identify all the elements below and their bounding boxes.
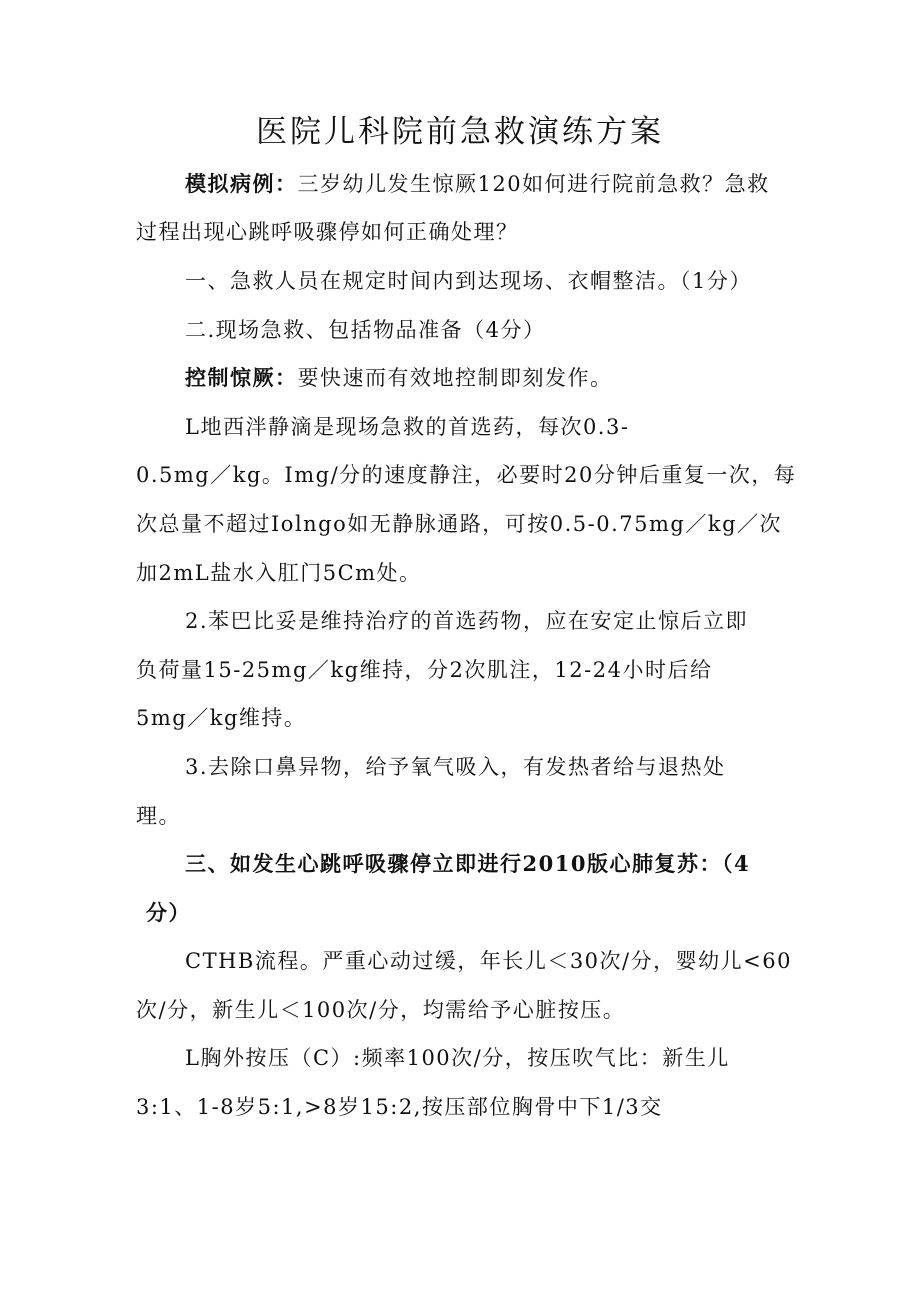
text-line <box>185 850 750 878</box>
text-line <box>146 899 191 927</box>
text-line <box>185 413 629 441</box>
text-line <box>136 559 422 587</box>
text-line <box>136 1093 663 1121</box>
text-line <box>185 947 792 975</box>
line-text: 二.现场急救、包括物品准备（4分） <box>185 318 546 342</box>
text-line <box>136 510 782 538</box>
line-text: L地西泮静滴是现场急救的首选药，每次0.3- <box>185 415 630 439</box>
line-text: 5mg／kg维持。 <box>136 706 307 730</box>
document-title: 医院儿科院前急救演练方案 <box>256 114 664 150</box>
text-line <box>185 753 726 781</box>
line-text: 一、急救人员在规定时间内到达现场、衣帽整洁。（1分） <box>185 269 752 293</box>
line-text: CTHB流程。严重心动过缓，年长儿＜30次/分，婴幼儿<60 <box>185 949 792 973</box>
text-line <box>136 704 306 732</box>
line-text: 过程出现心跳呼吸骤停如何正确处理？ <box>136 220 519 244</box>
text-line <box>185 1044 730 1072</box>
text-line <box>136 996 625 1024</box>
line-text: 2.苯巴比妥是维持治疗的首选药物，应在安定止惊后立即 <box>185 609 749 633</box>
bold-label: 控制惊厥： <box>185 365 298 390</box>
text-line <box>185 170 770 198</box>
line-text: 理。 <box>136 804 181 828</box>
line-text: L胸外按压（C）:频率100次/分，按压吹气比：新生儿 <box>185 1046 730 1070</box>
text-line <box>185 364 613 392</box>
text-line <box>185 316 546 344</box>
line-text: 次/分，新生儿＜100次/分，均需给予心脏按压。 <box>136 998 626 1022</box>
text-line <box>136 802 181 830</box>
line-text: 三岁幼儿发生惊厥120如何进行院前急救？急救 <box>297 172 770 196</box>
text-line <box>185 267 752 295</box>
bold-label: 三、如发生心跳呼吸骤停立即进行2010版心肺复苏：（4 <box>185 851 751 876</box>
text-line <box>185 607 748 635</box>
line-text: 加2mL盐水入肛门5Cm处。 <box>136 561 422 585</box>
line-text: 负荷量15-25mg／kg维持，分2次肌注，12-24小时后给 <box>136 658 713 682</box>
bold-label: 分） <box>146 900 191 925</box>
text-line <box>136 461 796 489</box>
line-text: 3:1、1-8岁5:1,>8岁15:2,按压部位胸骨中下1/3交 <box>136 1095 663 1119</box>
line-text: 0.5mg／kg。Img/分的速度静注，必要时20分钟后重复一次，每 <box>136 463 797 487</box>
text-line <box>136 656 712 684</box>
line-text: 次总量不超过Iolngo如无静脉通路，可按0.5-0.75mg／kg／次 <box>136 512 783 536</box>
line-text: 3.去除口鼻异物，给予氧气吸入，有发热者给与退热处 <box>185 755 726 779</box>
line-text: 要快速而有效地控制即刻发作。 <box>297 366 613 390</box>
bold-label: 模拟病例： <box>185 171 298 196</box>
text-line <box>136 218 519 246</box>
